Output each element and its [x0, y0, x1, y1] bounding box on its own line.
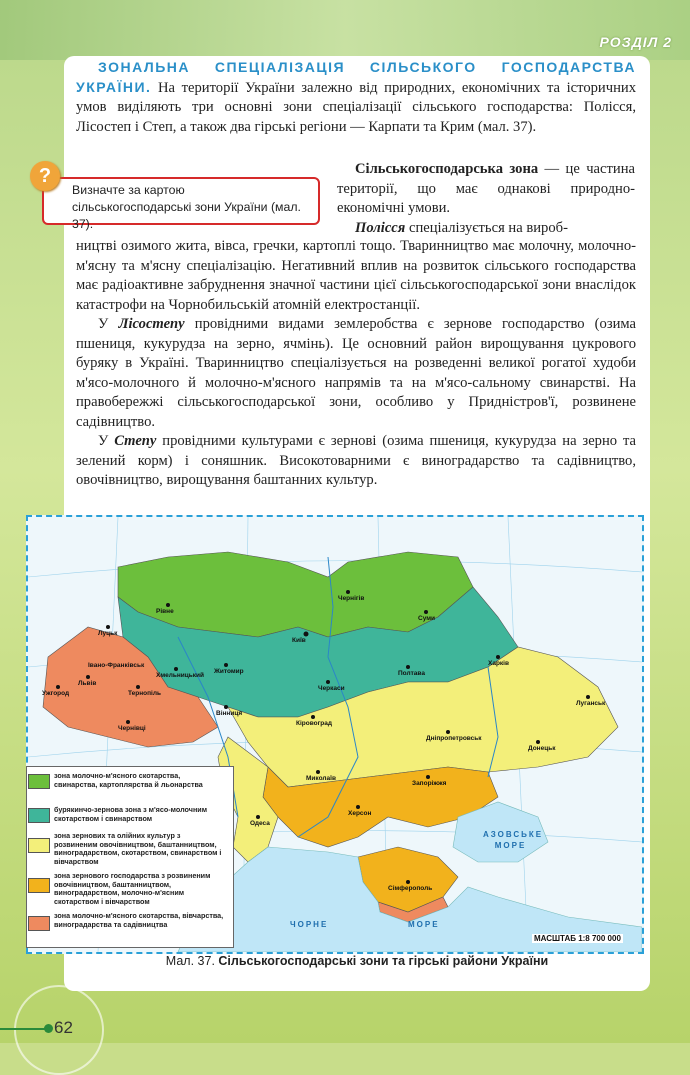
lisostep-term: Лісостепу: [118, 316, 185, 332]
city-label: Херсон: [348, 810, 372, 817]
azov-sea-label: АЗОВСЬКЕ МОРЕ: [483, 830, 544, 850]
legend-swatch: [28, 774, 50, 789]
definition-term: Сільськогосподарська зона: [355, 161, 539, 177]
lisostep-text: провідними видами землеробства є зернове господарство (озима пшениця, кукурудза на зерно, ячмінь). Це основний район вирощування цукрового буряку в Україні. Тваринництво спеціалізується на розведенні великої рогатої худоби м'ясо-молочного й молочно-м'ясного напрямів та на м'ясо-сальному свинарстві. На правобережжі сільськогосподарської зони, особливо у Придністров'ї, розвинене садівництво.: [76, 316, 637, 430]
legend-swatch: [28, 916, 50, 931]
city-label: Кіровоград: [296, 720, 333, 727]
city-label: Полтава: [398, 670, 425, 677]
city-label: Черкаси: [318, 685, 345, 692]
city-label: Хмельницький: [156, 672, 205, 679]
city-label: Чернівці: [118, 725, 146, 732]
city-label: Ужгород: [42, 690, 70, 697]
black-sea-label-2: МОРЕ: [408, 920, 440, 929]
step-term: Степу: [114, 433, 157, 449]
section-tab: РОЗДІЛ 2: [599, 34, 672, 50]
question-icon: ?: [30, 161, 60, 191]
city-label: Одеса: [250, 820, 270, 827]
city-label: Івано-Франківськ: [88, 662, 145, 669]
definition-text: — це частина території, що має однакові природно-економічні умови.: [337, 161, 635, 216]
step-paragraph: У Степу провідними культурами є зернові (озима пшениця, кукурудза на зерно та зелений корм) і соняшник. Високотоварними є виноградарство та садівництво, овочівництво, вирощування баштанних культур.: [76, 433, 636, 488]
legend-swatch: [28, 838, 50, 853]
city-label: Донецьк: [528, 745, 556, 752]
lisostep-paragraph: У Лісостепу провідними видами землеробства є зернове господарство (озима пшениця, кукурудза на зерно, ячмінь). Це основний район вирощування цукрового буряку в Україні. Тваринництво спеціалізується на розведенні великої рогатої худоби м'ясо-молочного й молочно-м'ясного напрямів та на м'ясо-сальному свинарстві. На правобережжі сільськогосподарської зони, особливо у Придністров'ї, розвинене садівництво.: [76, 316, 637, 430]
page-number-line: [0, 1028, 50, 1030]
caption-title: Сільськогосподарські зони та гірські райони України: [218, 954, 549, 968]
polissia-term: Полісся: [355, 219, 406, 236]
intro-heading: ЗОНАЛЬНА СПЕЦІАЛІЗАЦІЯ СІЛЬСЬКОГО ГОСПОДАРСТВА УКРАЇНИ.: [76, 59, 636, 96]
question-text: Визначте за картою сільськогосподарські зони України (мал. 37).: [72, 183, 301, 231]
intro-text: На території України залежно від природних, економічних та історичних умов виділяють три основні зони спеціалізації сільського господарства: Полісся, Лісостеп і Степ, а також два гірські регіони — Карпати та Крим (мал. 37).: [76, 80, 636, 135]
city-label: Львів: [78, 680, 97, 687]
figure-caption: [64, 954, 650, 968]
step-text: провідними культурами є зернові (озима пшениця, кукурудза на зерно та зелений корм) і соняшник. Високотоварними є виноградарство та садівництво, овочівництво, вирощування баштанних культур.: [76, 433, 636, 488]
city-label: Вінниця: [216, 710, 243, 717]
city-label: Суми: [418, 615, 436, 622]
polissia-text: ництві озимого жита, вівса, гречки, картоплі тощо. Тваринництво має молочну, молочно-м'ясну та м'ясну спеціалізацію. Негативний вплив на розвиток сільського господарства має радіоактивне забруднення значної частини цієї сільськогосподарської зони внаслідок катастрофи на Чорнобильській атомній електростанції.: [76, 238, 636, 313]
city-label: Луцьк: [98, 630, 118, 637]
city-label: Тернопіль: [128, 690, 161, 697]
map-scale: МАСШТАБ 1:8 700 000: [534, 934, 621, 943]
legend-swatch: [28, 878, 50, 893]
black-sea-label-1: ЧОРНЕ: [290, 920, 329, 929]
city-label: Запоріжжя: [412, 780, 447, 787]
definition-paragraph: [337, 160, 635, 238]
top-banner: [0, 0, 690, 60]
city-label: Житомир: [214, 668, 244, 675]
city-label: Київ: [292, 637, 306, 644]
city-label: Миколаїв: [306, 775, 336, 782]
city-label: Харків: [488, 660, 509, 667]
city-label: Чернігів: [338, 595, 365, 602]
city-label: Дніпропетровськ: [426, 735, 482, 742]
page-number-dot: [44, 1024, 53, 1033]
city-label: Рівне: [156, 608, 174, 615]
polissia-lead: спеціалізується на вироб-: [405, 219, 568, 236]
legend-swatch: [28, 808, 50, 823]
page-number: 62: [54, 1018, 73, 1037]
intro-paragraph: [76, 58, 636, 137]
main-text: [76, 237, 636, 491]
city-label: Сімферополь: [388, 885, 433, 892]
caption-prefix: Мал. 37.: [165, 954, 219, 968]
city-label: Луганськ: [576, 700, 606, 707]
